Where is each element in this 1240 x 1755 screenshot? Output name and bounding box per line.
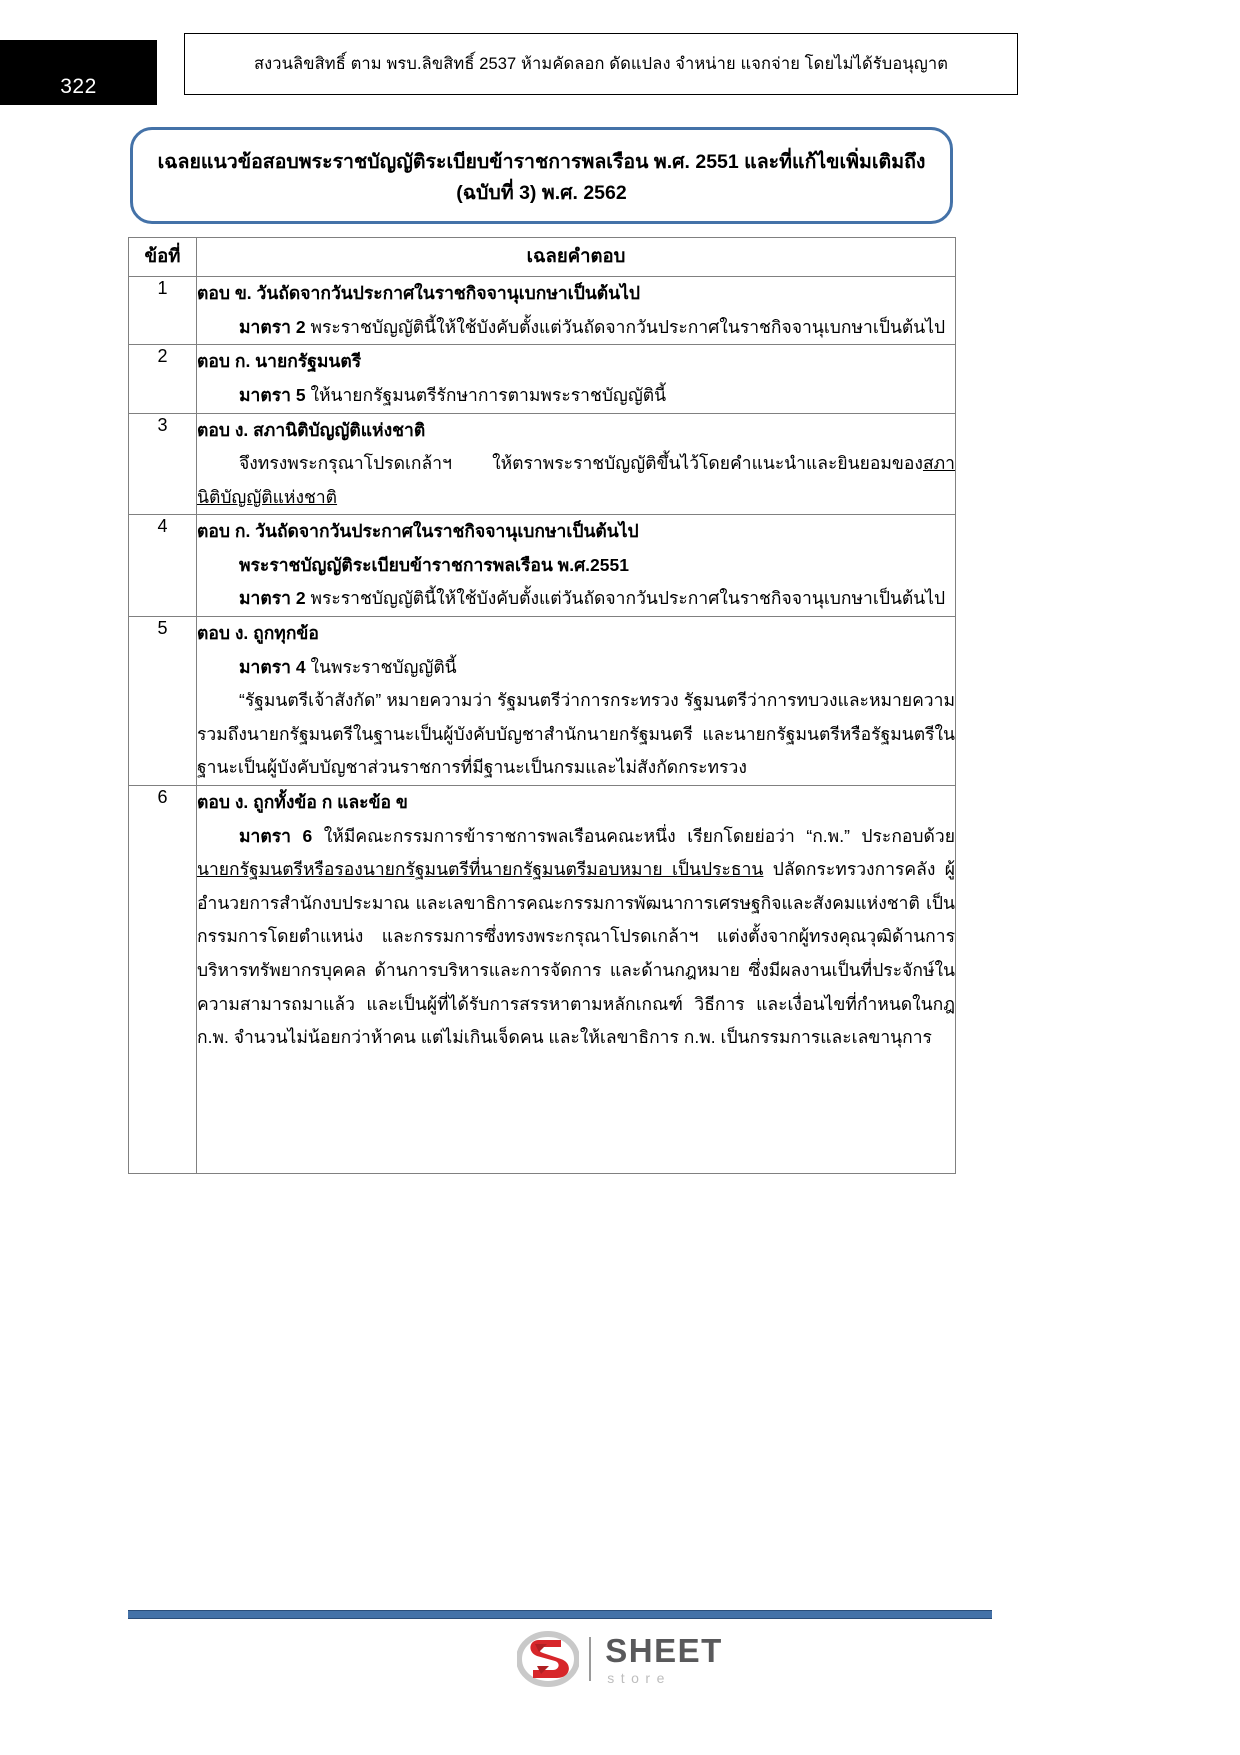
table-row xyxy=(129,277,956,345)
answer-subheading: พระราชบัญญัติระเบียบข้าราชการพลเรือน พ.ศ.2551 xyxy=(239,554,629,575)
logo-primary-text: SHEET xyxy=(605,1631,723,1669)
answer-body-secondary: “รัฐมนตรีเจ้าสังกัด” หมายความว่า รัฐมนตรีว่าการกระทรวง รัฐมนตรีว่าการทบวงและหมายความรวมถึงนายกรัฐมนตรีในฐานะเป็นผู้บังคับบัญชาสำนักนายกรัฐมนตรี และนายกรัฐมนตรีหรือรัฐมนตรีในฐานะเป็นผู้บังคับบัญชาส่วนราชการที่มีฐานะเป็นกรมและไม่สังกัดกระทรวง xyxy=(197,690,955,778)
footer-divider-rule xyxy=(128,1610,992,1619)
answer-section-ref: มาตรา 6 xyxy=(239,825,313,846)
logo-wordmark xyxy=(605,1631,723,1686)
answer-heading: ตอบ ง. สภานิติบัญญัติแห่งชาติ xyxy=(197,419,426,440)
sheet-store-s-icon xyxy=(517,1630,579,1688)
row-number: 5 xyxy=(129,617,197,786)
row-number: 2 xyxy=(129,345,197,413)
answer-body-underlined: นายกรัฐมนตรีหรือรองนายกรัฐมนตรีที่นายกรัฐมนตรีมอบหมาย เป็นประธาน xyxy=(197,859,764,880)
table-header xyxy=(129,238,956,277)
row-number: 3 xyxy=(129,413,197,515)
answer-heading: ตอบ ง. ถูกทุกข้อ xyxy=(197,623,319,644)
answer-body-text: ให้มีคณะกรรมการข้าราชการพลเรือนคณะหนึ่ง เรียกโดยย่อว่า “ก.พ.” ประกอบด้วย xyxy=(323,825,955,846)
table-row xyxy=(129,617,956,786)
answer-body xyxy=(197,651,955,685)
row-number: 4 xyxy=(129,515,197,617)
row-answer xyxy=(197,413,956,515)
copyright-notice: สงวนลิขสิทธิ์ ตาม พรบ.ลิขสิทธิ์ 2537 ห้ามคัดลอก ดัดแปลง จำหน่าย แจกจ่าย โดยไม่ได้รับอนุญาต xyxy=(253,55,949,73)
column-header-number: ข้อที่ xyxy=(129,238,197,277)
answer-body xyxy=(197,820,955,1055)
document-title-box xyxy=(130,127,953,224)
answer-body-text: ในพระราชบัญญัตินี้ xyxy=(310,656,457,677)
answer-heading: ตอบ ก. นายกรัฐมนตรี xyxy=(197,351,362,372)
answer-heading: ตอบ ง. ถูกทั้งข้อ ก และข้อ ข xyxy=(197,792,408,813)
page-header xyxy=(0,33,1240,105)
page-number-block xyxy=(0,40,157,105)
answer-body xyxy=(197,311,955,345)
row-answer xyxy=(197,345,956,413)
document-title-line-2: (ฉบับที่ 3) พ.ศ. 2562 xyxy=(456,181,627,204)
table-header-row xyxy=(129,238,956,277)
answer-section-ref: มาตรา 2 xyxy=(239,316,306,337)
table-row xyxy=(129,786,956,1174)
answer-body-text-tail: ปลัดกระทรวงการคลัง ผู้อำนวยการสำนักงบประมาณ และเลขาธิการคณะกรรมการพัฒนาการเศรษฐกิจและสังคมแห่งชาติ เป็นกรรมการโดยตำแหน่ง และกรรมการซึ่งทรงพระกรุณาโปรดเกล้าฯ แต่งตั้งจากผู้ทรงคุณวุฒิด้านการบริหารทรัพยากรบุคคล ด้านการบริหารและการจัดการ และด้านกฎหมาย ซึ่งมีผลงานเป็นที่ประจักษ์ในความสามารถมาแล้ว และเป็นผู้ที่ได้รับการสรรหาตามหลักเกณฑ์ วิธีการ และเงื่อนไขที่กำหนดในกฎ ก.พ. จำนวนไม่น้อยกว่าห้าคน แต่ไม่เกินเจ็ดคน และให้เลขาธิการ ก.พ. เป็นกรรมการและเลขานุการ xyxy=(197,859,955,1048)
footer-logo xyxy=(0,1630,1240,1688)
answer-body xyxy=(197,447,955,514)
row-answer xyxy=(197,515,956,617)
row-answer xyxy=(197,617,956,786)
answer-body xyxy=(197,582,955,616)
copyright-box xyxy=(184,33,1018,95)
answer-section-ref: มาตรา 5 xyxy=(239,384,306,405)
answer-body-text: ให้นายกรัฐมนตรีรักษาการตามพระราชบัญญัตินี้ xyxy=(310,384,667,405)
column-header-answer: เฉลยคำตอบ xyxy=(197,238,956,277)
answer-body-text: จึงทรงพระกรุณาโปรดเกล้าฯ ให้ตราพระราชบัญญัติขึ้นไว้โดยคำแนะนำและยินยอมของ xyxy=(239,453,923,474)
logo-divider xyxy=(589,1637,591,1681)
answer-key-table xyxy=(128,237,956,1174)
row-answer xyxy=(197,786,956,1174)
row-number: 1 xyxy=(129,277,197,345)
table-row xyxy=(129,345,956,413)
page-number: 322 xyxy=(60,75,97,98)
answer-body-text: พระราชบัญญัตินี้ให้ใช้บังคับตั้งแต่วันถัดจากวันประกาศในราชกิจจานุเบกษาเป็นต้นไป xyxy=(310,316,946,337)
answer-body-text: พระราชบัญญัตินี้ให้ใช้บังคับตั้งแต่วันถัดจากวันประกาศในราชกิจจานุเบกษาเป็นต้นไป xyxy=(310,588,946,609)
row-answer xyxy=(197,277,956,345)
answer-heading: ตอบ ก. วันถัดจากวันประกาศในราชกิจจานุเบกษาเป็นต้นไป xyxy=(197,521,639,542)
row-number: 6 xyxy=(129,786,197,1174)
document-title-line-1: เฉลยแนวข้อสอบพระราชบัญญัติระเบียบข้าราชการพลเรือน พ.ศ. 2551 และที่แก้ไขเพิ่มเติมถึง xyxy=(157,151,926,174)
answer-body-underlined: สภานิติบัญญัติแห่งชาติ xyxy=(197,453,955,507)
table-body xyxy=(129,277,956,1174)
answer-heading: ตอบ ข. วันถัดจากวันประกาศในราชกิจจานุเบกษาเป็นต้นไป xyxy=(197,283,641,304)
answer-body xyxy=(197,379,955,413)
answer-section-ref: มาตรา 4 xyxy=(239,656,306,677)
table-row xyxy=(129,413,956,515)
logo-secondary-text: store xyxy=(607,1669,671,1686)
answer-section-ref: มาตรา 2 xyxy=(239,588,306,609)
table-row xyxy=(129,515,956,617)
